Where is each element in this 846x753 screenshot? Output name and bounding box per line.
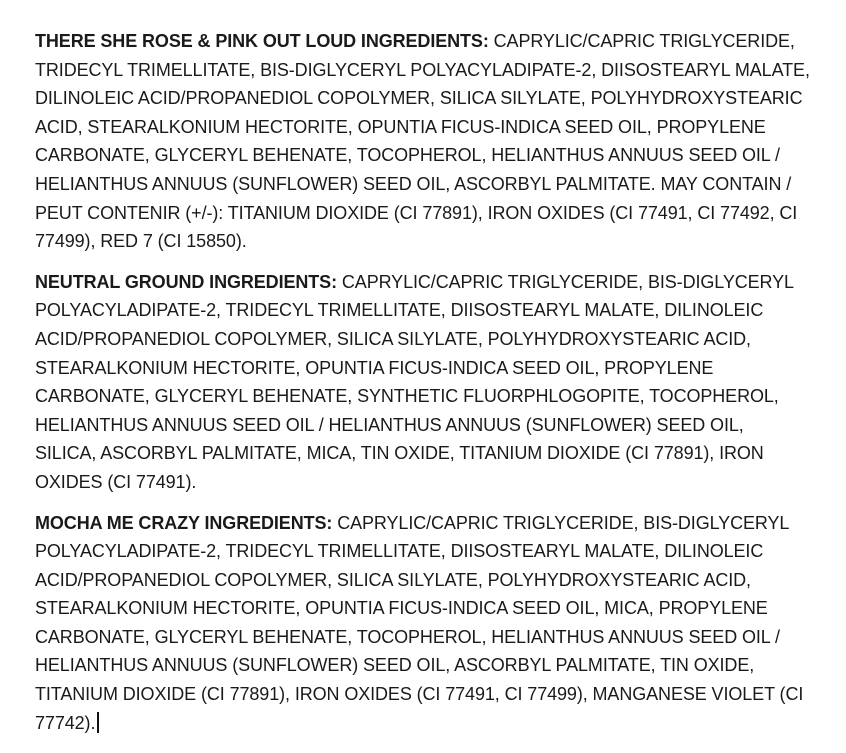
text-line: CARBONATE, GLYCERYL BEHENATE, SYNTHETIC FLUORPHLOGOPITE, TOCOPHEROL, xyxy=(35,386,779,407)
text-line-rest: CAPRYLIC/CAPRIC TRIGLYCERIDE, xyxy=(488,31,795,51)
text-line: OXIDES (CI 77491). xyxy=(35,471,197,492)
text-line: PEUT CONTENIR (+/-): TITANIUM DIOXIDE (CI 77891), IRON OXIDES (CI 77491, CI 77492, CI xyxy=(35,202,798,223)
text-line: ACID, STEARALKONIUM HECTORITE, OPUNTIA FICUS-INDICA SEED OIL, PROPYLENE xyxy=(35,116,766,137)
text-line: HELIANTHUS ANNUUS (SUNFLOWER) SEED OIL, ASCORBYL PALMITATE. MAY CONTAIN / xyxy=(35,173,792,194)
text-line xyxy=(35,268,818,297)
text-line: HELIANTHUS ANNUUS (SUNFLOWER) SEED OIL, ASCORBYL PALMITATE, TIN OXIDE, xyxy=(35,655,755,676)
text-line: DILINOLEIC ACID/PROPANEDIOL COPOLYMER, SILICA SILYLATE, POLYHYDROXYSTEARIC xyxy=(35,88,803,109)
ingredients-paragraph-mocha-me-crazy xyxy=(35,509,818,738)
text-line: STEARALKONIUM HECTORITE, OPUNTIA FICUS-INDICA SEED OIL, MICA, PROPYLENE xyxy=(35,598,768,619)
text-line-rest: CAPRYLIC/CAPRIC TRIGLYCERIDE, BIS-DIGLYCERYL xyxy=(332,512,790,533)
text-line: ACID/PROPANEDIOL COPOLYMER, SILICA SILYLATE, POLYHYDROXYSTEARIC ACID, xyxy=(35,328,751,349)
text-line: SILICA, ASCORBYL PALMITATE, MICA, TIN OXIDE, TITANIUM DIOXIDE (CI 77891), IRON xyxy=(35,443,764,464)
text-line-rest: CAPRYLIC/CAPRIC TRIGLYCERIDE, BIS-DIGLYCERYL xyxy=(336,271,794,292)
text-line: TRIDECYL TRIMELLITATE, BIS-DIGLYCERYL POLYACYLADIPATE-2, DIISOSTEARYL MALATE, xyxy=(35,59,810,80)
text-line: HELIANTHUS ANNUUS SEED OIL / HELIANTHUS ANNUUS (SUNFLOWER) SEED OIL, xyxy=(35,414,744,435)
text-line: POLYACYLADIPATE-2, TRIDECYL TRIMELLITATE, DIISOSTEARYL MALATE, DILINOLEIC xyxy=(35,300,764,321)
text-line: STEARALKONIUM HECTORITE, OPUNTIA FICUS-INDICA SEED OIL, PROPYLENE xyxy=(35,357,714,378)
text-line: CARBONATE, GLYCERYL BEHENATE, TOCOPHEROL, HELIANTHUS ANNUUS SEED OIL / xyxy=(35,626,780,647)
text-line-rest: 77742). xyxy=(35,712,96,733)
text-line: 77499), RED 7 (CI 15850). xyxy=(35,231,247,252)
text-line: POLYACYLADIPATE-2, TRIDECYL TRIMELLITATE, DIISOSTEARYL MALATE, DILINOLEIC xyxy=(35,541,764,562)
text-line xyxy=(35,27,818,56)
product-ingredients-label: NEUTRAL GROUND INGREDIENTS: xyxy=(35,271,337,292)
text-line: ACID/PROPANEDIOL COPOLYMER, SILICA SILYLATE, POLYHYDROXYSTEARIC ACID, xyxy=(35,569,751,590)
text-line xyxy=(35,709,818,738)
ingredients-paragraph-neutral-ground xyxy=(35,268,818,497)
ingredients-paragraph-there-she-rose-pink-out-loud xyxy=(35,27,818,256)
text-caret xyxy=(97,712,99,733)
text-line: CARBONATE, GLYCERYL BEHENATE, TOCOPHEROL, HELIANTHUS ANNUUS SEED OIL / xyxy=(35,145,780,166)
text-line: TITANIUM DIOXIDE (CI 77891), IRON OXIDES (CI 77491, CI 77499), MANGANESE VIOLET (CI xyxy=(35,684,804,705)
text-line xyxy=(35,509,818,538)
product-ingredients-label: THERE SHE ROSE & PINK OUT LOUD INGREDIENTS: xyxy=(35,31,489,51)
product-ingredients-label: MOCHA ME CRAZY INGREDIENTS: xyxy=(35,512,333,533)
